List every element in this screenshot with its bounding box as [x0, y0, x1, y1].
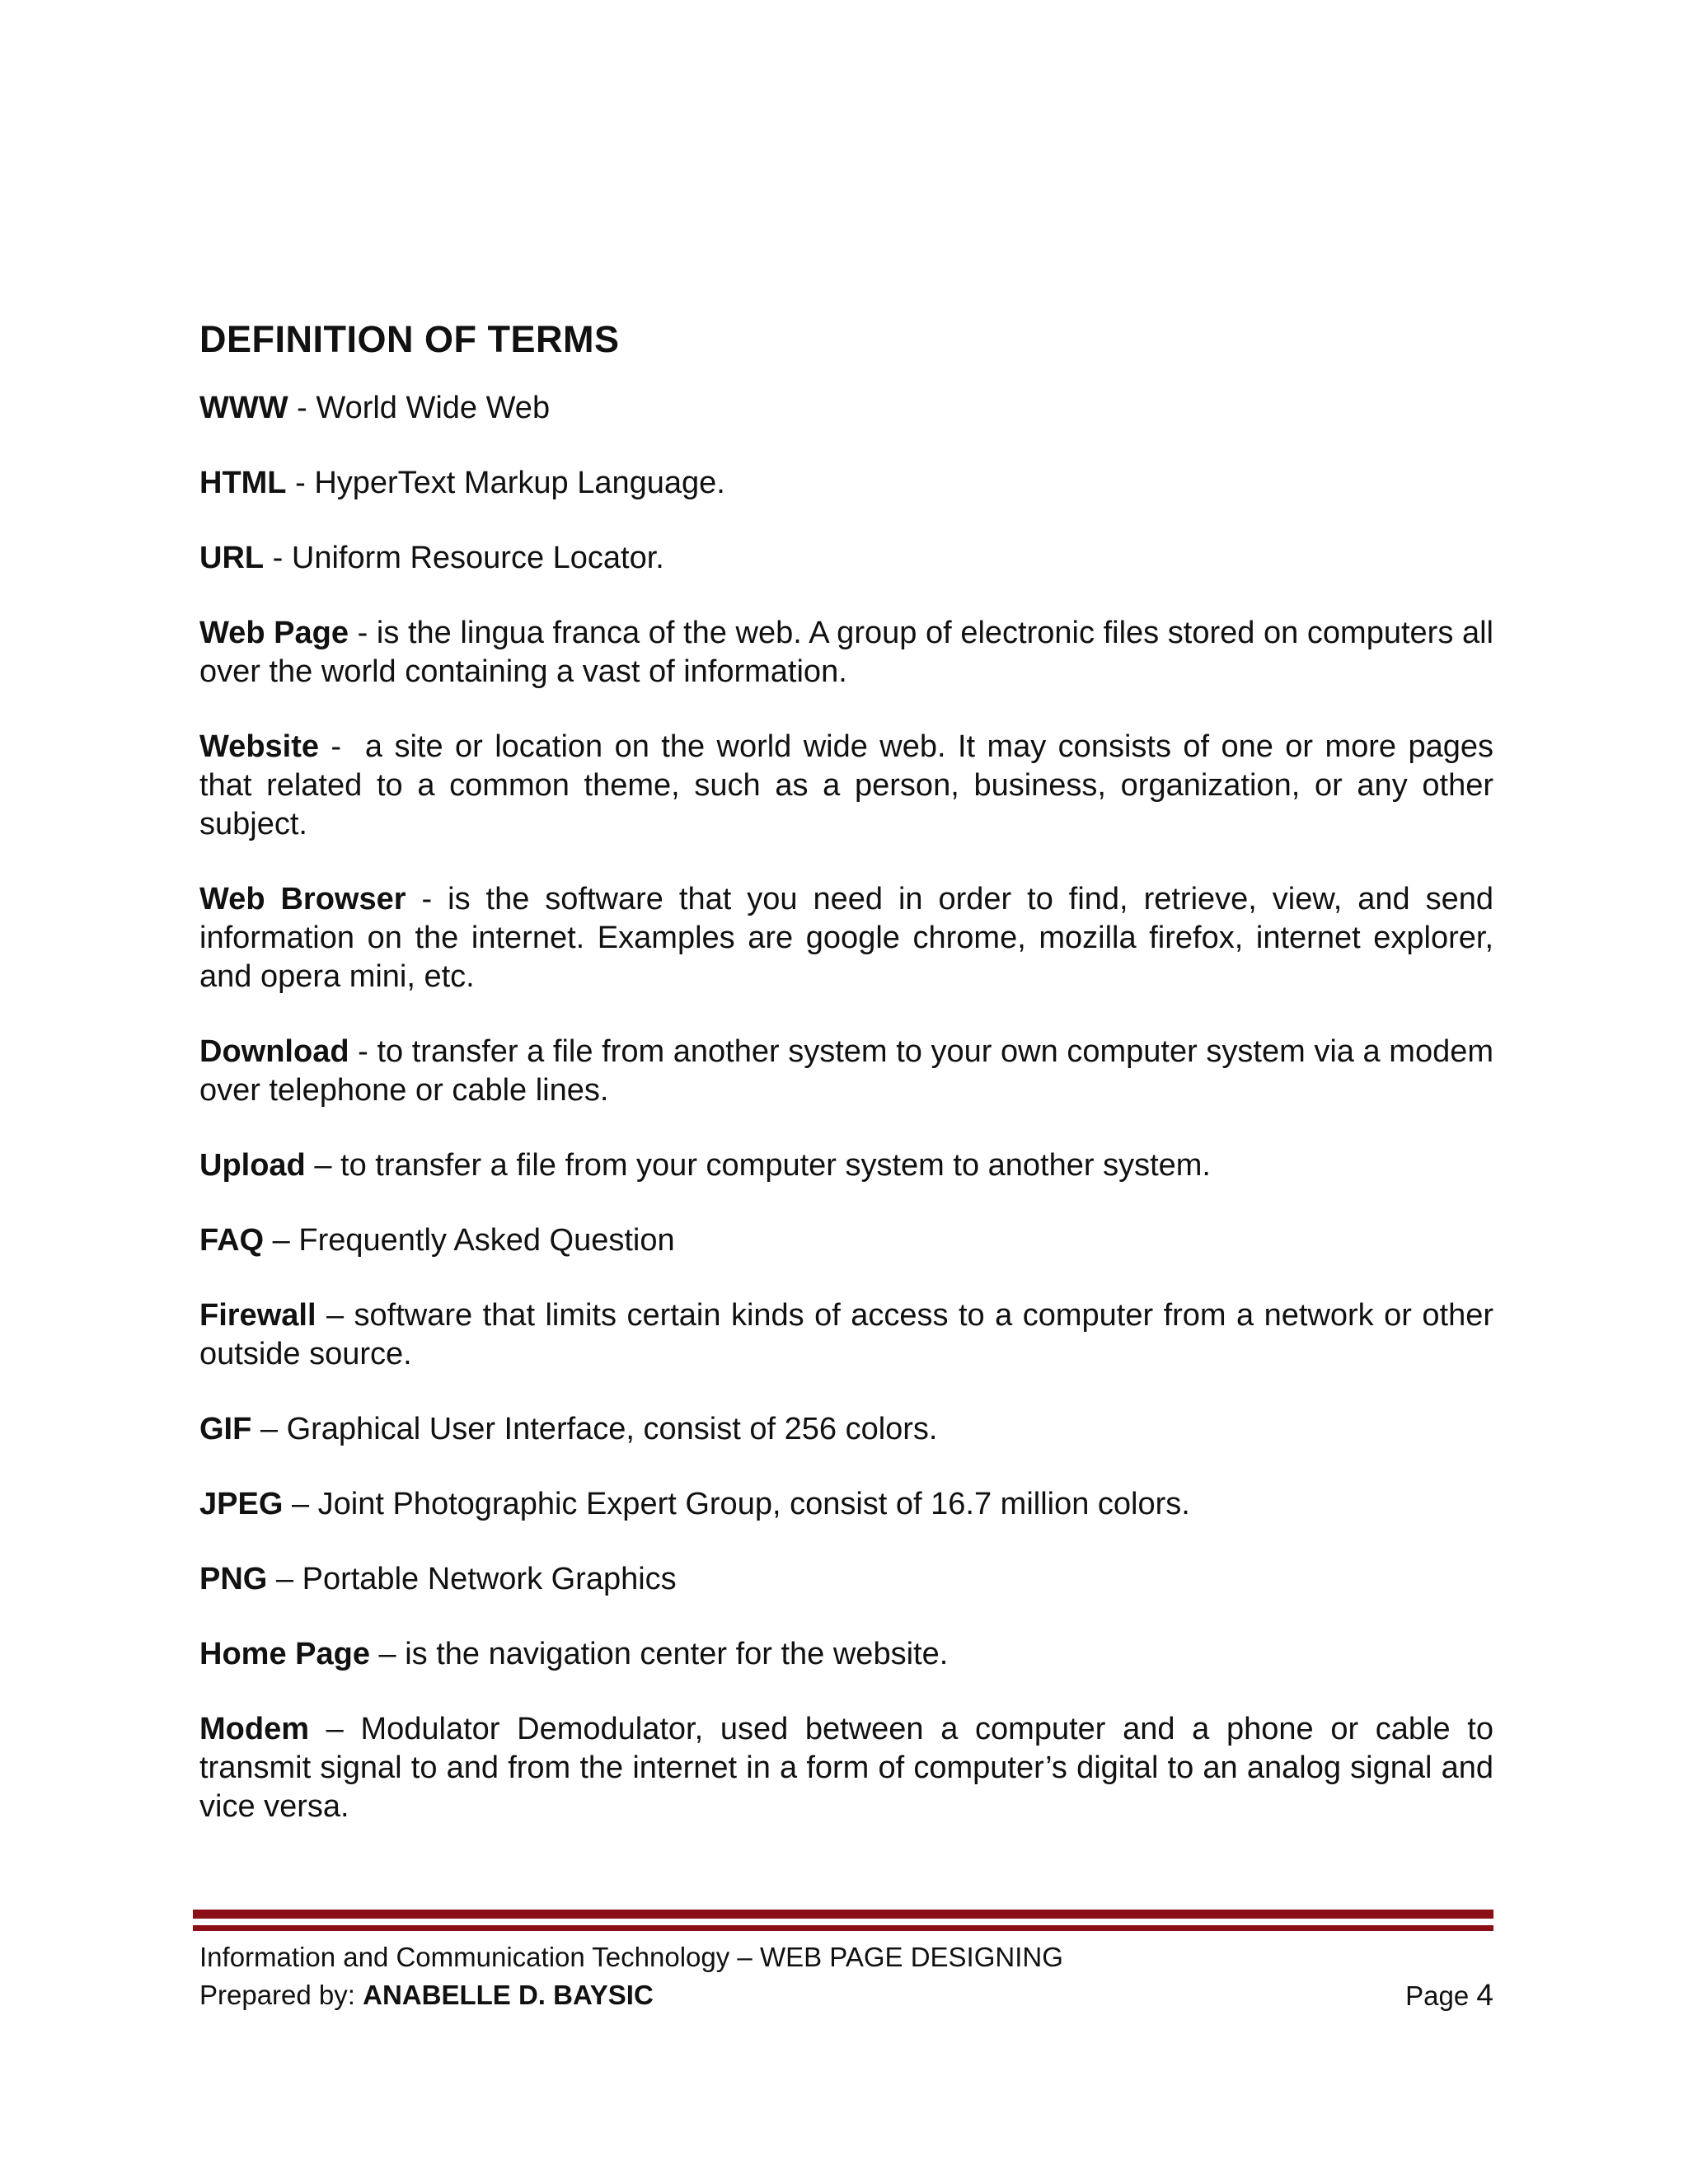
term-name: Download: [199, 1034, 349, 1069]
term-name: FAQ: [199, 1223, 265, 1258]
term-entry: [199, 1033, 1493, 1110]
prepared-by-name: ANABELLE D. BAYSIC: [363, 1980, 654, 2010]
term-entry: [199, 389, 1493, 428]
term-entry: [199, 539, 1493, 578]
term-definition: to transfer a file from another system to your own computer system via a modem over telephone or cable lines.: [199, 1034, 1493, 1108]
term-separator: –: [309, 1712, 361, 1746]
term-separator: -: [348, 616, 377, 650]
term-name: GIF: [199, 1412, 252, 1446]
term-name: Website: [199, 729, 320, 764]
term-definition: HyperText Markup Language.: [314, 466, 725, 500]
page-title: DEFINITION OF TERMS: [199, 318, 620, 360]
term-definition: is the software that you need in order to find, retrieve, view, and send information on the internet. Examples are google chrome, mozilla firefox, internet explorer, and opera mini, etc.: [199, 882, 1493, 994]
term-definition: Modulator Demodulator, used between a computer and a phone or cable to transmit signal to and from the internet in a form of computer’s digital to an analog signal and vice versa.: [199, 1712, 1493, 1824]
term-separator: –: [267, 1562, 302, 1596]
term-separator: -: [406, 882, 448, 916]
term-separator: -: [264, 541, 292, 575]
term-name: JPEG: [199, 1487, 284, 1521]
term-entry: [199, 1296, 1493, 1374]
term-name: WWW: [199, 391, 288, 425]
term-separator: -: [349, 1034, 377, 1069]
term-name: Modem: [199, 1712, 309, 1746]
term-entry: [199, 614, 1493, 691]
term-separator: -: [319, 729, 354, 764]
term-name: Home Page: [199, 1637, 370, 1671]
term-definition: Frequently Asked Question: [298, 1223, 675, 1258]
page-number-value: 4: [1476, 1978, 1493, 2012]
term-entry: [199, 1221, 1493, 1260]
term-definition: to transfer a file from your computer system to another system.: [340, 1148, 1211, 1183]
footer-rule-thick: [193, 1910, 1493, 1919]
page-number: [1405, 1978, 1493, 2013]
term-definition: World Wide Web: [316, 391, 551, 425]
term-name: Web Page: [199, 616, 349, 650]
term-separator: –: [305, 1148, 341, 1183]
term-separator: –: [264, 1223, 299, 1258]
term-entry: [199, 1635, 1493, 1674]
term-entry: [199, 1560, 1493, 1599]
footer-prepared-by: [199, 1978, 1493, 2013]
term-entry: [199, 464, 1493, 503]
terms-list: [199, 389, 1493, 1826]
prepared-by-label: Prepared by:: [199, 1980, 363, 2010]
page-label: Page: [1405, 1980, 1477, 2011]
footer-subject: Information and Communication Technology – WEB PAGE DESIGNING: [199, 1942, 1063, 1972]
term-definition: software that limits certain kinds of access to a computer from a network or other outside source.: [199, 1298, 1493, 1371]
term-separator: –: [369, 1637, 406, 1671]
term-name: PNG: [199, 1562, 268, 1596]
term-name: Upload: [199, 1148, 306, 1183]
term-separator: –: [316, 1298, 354, 1333]
term-entry: [199, 880, 1493, 996]
footer-rule-thin: [193, 1925, 1493, 1931]
term-separator: –: [283, 1487, 318, 1521]
term-definition: Joint Photographic Expert Group, consist of 16.7 million colors.: [317, 1487, 1190, 1521]
term-separator: -: [286, 466, 315, 500]
term-name: Web Browser: [199, 882, 406, 916]
term-name: HTML: [199, 466, 287, 500]
term-entry: [199, 1710, 1493, 1826]
term-name: Firewall: [199, 1298, 316, 1333]
term-definition: a site or location on the world wide web. It may consists of one or more pages that related to a common theme, such as a person, business, organization, or any other subject.: [199, 729, 1493, 841]
term-entry: [199, 1410, 1493, 1449]
term-definition: is the navigation center for the website.: [405, 1637, 949, 1671]
page-content: [199, 315, 1493, 1863]
term-definition: Uniform Resource Locator.: [291, 541, 664, 575]
term-definition: Portable Network Graphics: [302, 1562, 677, 1596]
term-name: URL: [199, 541, 265, 575]
term-entry: [199, 728, 1493, 844]
term-separator: -: [288, 391, 316, 425]
term-definition: is the lingua franca of the web. A group of electronic files stored on computers all over the world containing a vast of information.: [199, 616, 1493, 689]
term-definition: Graphical User Interface, consist of 256 colors.: [286, 1412, 938, 1446]
term-entry: [199, 1146, 1493, 1185]
term-entry: [199, 1485, 1493, 1524]
term-separator: –: [251, 1412, 287, 1446]
